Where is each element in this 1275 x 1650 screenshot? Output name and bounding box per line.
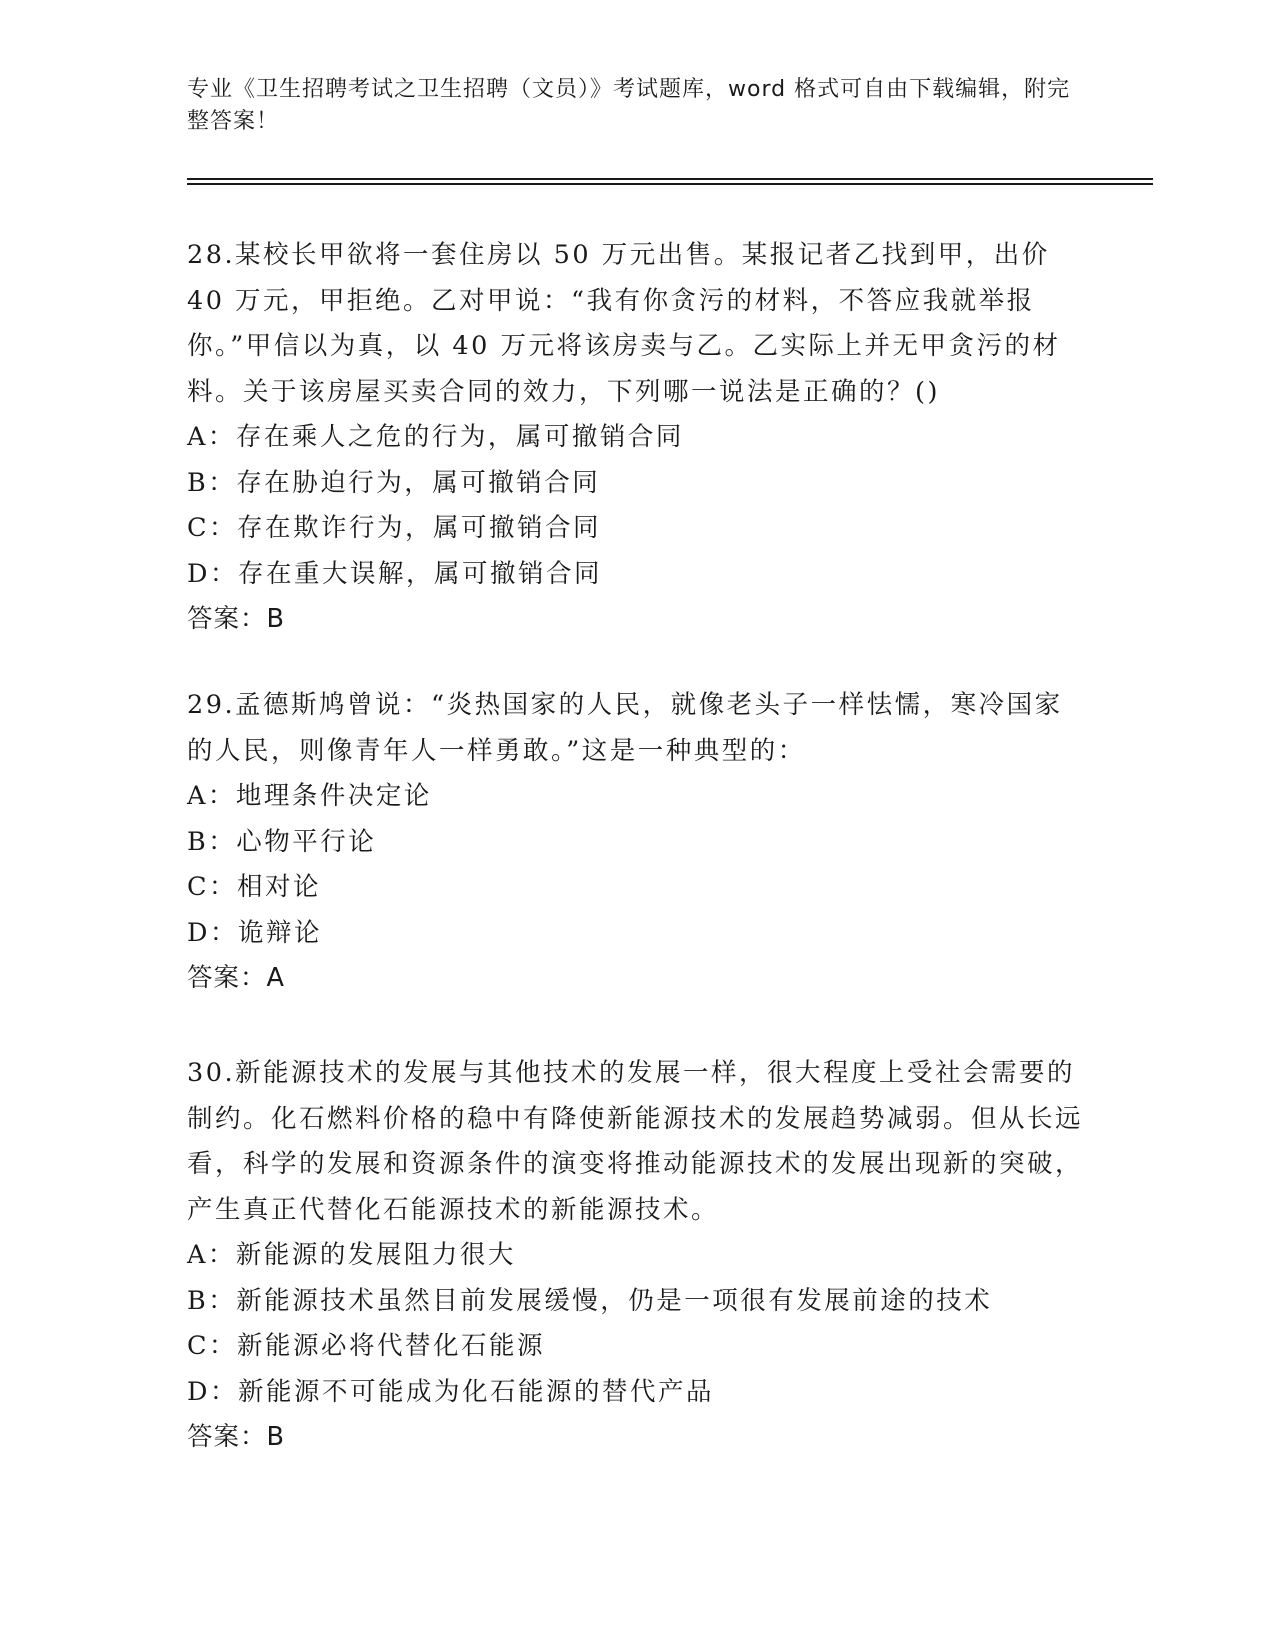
header-divider-bottom (187, 183, 1153, 185)
document-header: 专业《卫生招聘考试之卫生招聘（文员）》考试题库，word 格式可自由下载编辑，附完整答案！ (187, 77, 1071, 134)
option-d: D：诡辩论 (187, 917, 322, 948)
answer: 答案：B (187, 604, 285, 634)
question-stem: 30.新能源技术的发展与其他技术的发展一样，很大程度上受社会需要的制约。化石燃料价格的稳中有降使新能源技术的发展趋势减弱。但从长远看，科学的发展和资源条件的演变将推动能源技术的发展出现新的突破，产生真正代替化石能源技术的新能源技术。 (187, 1058, 1084, 1225)
option-a: A：地理条件决定论 (187, 781, 432, 811)
option-c: C：相对论 (187, 872, 322, 902)
option-c: C：存在欺诈行为，属可撤销合同 (187, 513, 602, 543)
question-29 (187, 683, 1087, 1002)
option-d: D：存在重大误解，属可撤销合同 (187, 558, 602, 589)
option-a: A：存在乘人之危的行为，属可撤销合同 (187, 422, 684, 452)
answer: 答案：B (187, 1422, 285, 1452)
option-c: C：新能源必将代替化石能源 (187, 1331, 546, 1361)
option-d: D：新能源不可能成为化石能源的替代产品 (187, 1376, 714, 1407)
answer: 答案：A (187, 963, 285, 993)
question-30 (187, 1051, 1087, 1461)
question-stem: 29.孟德斯鸠曾说：“炎热国家的人民，就像老头子一样怯懦，寒冷国家的人民，则像青年人一样勇敢。”这是一种典型的： (187, 690, 1063, 766)
option-b: B：新能源技术虽然目前发展缓慢，仍是一项很有发展前途的技术 (187, 1285, 993, 1316)
option-b: B：存在胁迫行为，属可撤销合同 (187, 467, 601, 498)
question-28 (187, 233, 1087, 643)
header-divider-top (187, 178, 1153, 180)
option-b: B：心物平行论 (187, 826, 377, 857)
option-a: A：新能源的发展阻力很大 (187, 1240, 516, 1270)
question-stem: 28.某校长甲欲将一套住房以 50 万元出售。某报记者乙找到甲，出价 40 万元，甲拒绝。乙对甲说：“我有你贪污的材料，不答应我就举报你。”甲信以为真，以 40 万元将该房卖与乙。乙实际上并无甲贪污的材料。关于该房屋买卖合同的效力，下列哪一说法是正确的？() (187, 240, 1061, 407)
